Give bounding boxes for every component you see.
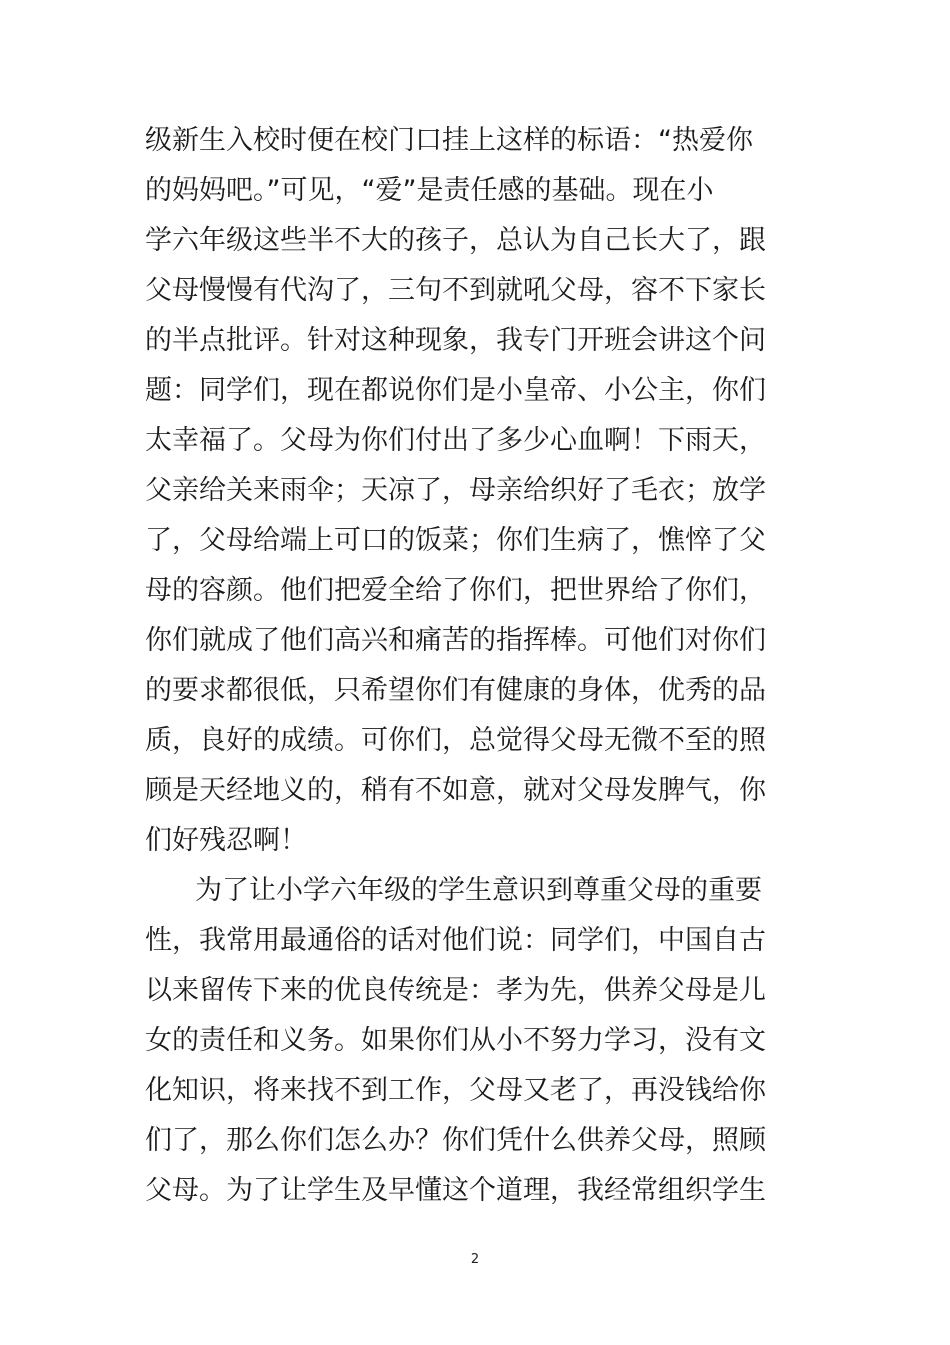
text-line: 太幸福了。父母为你们付出了多少心血啊！下雨天， bbox=[145, 425, 766, 456]
text-line: 顾是天经地义的，稍有不如意，就对父母发脾气，你 bbox=[145, 775, 766, 806]
text-line: 你们就成了他们高兴和痛苦的指挥棒。可他们对你们 bbox=[145, 625, 766, 656]
text-line: 的半点批评。针对这种现象，我专门开班会讲这个问 bbox=[145, 325, 766, 356]
text-line: 了，父母给端上可口的饭菜；你们生病了，憔悴了父 bbox=[145, 525, 766, 556]
text-line: 化知识，将来找不到工作，父母又老了，再没钱给你 bbox=[145, 1075, 766, 1106]
page-number: 2 bbox=[470, 1252, 480, 1267]
text-line: 学六年级这些半不大的孩子，总认为自己长大了，跟 bbox=[145, 225, 766, 256]
text-line: 的要求都很低，只希望你们有健康的身体，优秀的品 bbox=[145, 675, 766, 706]
text-line: 父母。为了让学生及早懂这个道理，我经常组织学生 bbox=[145, 1175, 766, 1206]
text-line: 女的责任和义务。如果你们从小不努力学习，没有文 bbox=[145, 1025, 766, 1056]
text-line: 质，良好的成绩。可你们，总觉得父母无微不至的照 bbox=[145, 725, 766, 756]
body-text bbox=[145, 116, 785, 1216]
paragraph-2 bbox=[145, 866, 785, 1216]
text-line: 父母慢慢有代沟了，三句不到就吼父母，容不下家长 bbox=[145, 275, 766, 306]
text-line: 性，我常用最通俗的话对他们说：同学们，中国自古 bbox=[145, 925, 766, 956]
text-line: 级新生入校时便在校门口挂上这样的标语：“热爱你 bbox=[145, 125, 753, 156]
text-line: 们好残忍啊！ bbox=[145, 825, 307, 856]
text-line-indented: 为了让小学六年级的学生意识到尊重父母的重要 bbox=[195, 875, 762, 906]
text-line: 的妈妈吧。”可见，“爱”是责任感的基础。现在小 bbox=[145, 175, 714, 206]
paragraph-1 bbox=[145, 116, 785, 866]
text-line: 母的容颜。他们把爱全给了你们，把世界给了你们， bbox=[145, 575, 766, 606]
text-line: 父亲给关来雨伞；天凉了，母亲给织好了毛衣；放学 bbox=[145, 475, 766, 506]
text-line: 以来留传下来的优良传统是：孝为先，供养父母是儿 bbox=[145, 975, 766, 1006]
text-line: 们了，那么你们怎么办？你们凭什么供养父母，照顾 bbox=[145, 1125, 766, 1156]
text-line: 题：同学们，现在都说你们是小皇帝、小公主，你们 bbox=[145, 375, 766, 406]
